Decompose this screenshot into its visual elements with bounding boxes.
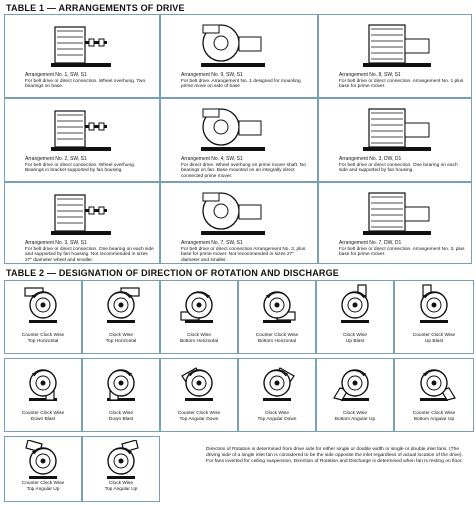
fan-drive-figure: [355, 187, 435, 239]
rotation-label: [5, 411, 81, 423]
fan-drive-figure: [191, 187, 271, 239]
fan-rotation-icon: [254, 362, 300, 402]
rotation-cell: [238, 358, 316, 432]
fan-rotation-icon: [20, 362, 66, 402]
fan-drive-figure: [355, 103, 435, 155]
fan-rotation-icon: [176, 284, 222, 324]
arrangement-cell: [160, 98, 318, 182]
arrangement-title: Arrangement No. 3, SW, S1: [25, 240, 87, 246]
rotation-discharge: Down Blast: [30, 416, 56, 422]
fan-drive-figure: [355, 19, 435, 71]
arrangement-description: For belt drive or direct connection. One bearing on each side and supported by fan housing. Not recommended in sizes 27" diameter wheel and smaller.: [25, 246, 154, 263]
rotation-cell: [160, 358, 238, 432]
rotation-label: [5, 481, 81, 493]
rotation-discharge: Up Blast: [424, 338, 444, 344]
arrangement-title: Arrangement No. 7, DW, D1: [339, 240, 402, 246]
rotation-discharge: Bottom Angular Up: [334, 416, 376, 422]
table2-title: TABLE 2 — DESIGNATION OF DIRECTION OF ROTATION AND DISCHARGE: [6, 268, 339, 278]
fan-rotation-icon: [98, 440, 144, 480]
arrangement-cell: [4, 182, 160, 264]
rotation-label: [317, 333, 393, 345]
rotation-direction: Clock Wise: [343, 411, 367, 416]
arrangement-title: Arrangement No. 9, SW, S1: [181, 72, 243, 78]
arrangement-cell: [318, 14, 472, 98]
fan-rotation-icon: [411, 284, 457, 324]
arrangement-label: [181, 241, 313, 263]
arrangement-title: Arrangement No. 7, SW, S1: [181, 240, 243, 246]
rotation-label: [317, 411, 393, 423]
rotation-direction: Clock Wise: [109, 481, 133, 486]
fan-rotation-icon: [176, 362, 222, 402]
rotation-label: [161, 411, 237, 423]
rotation-direction: Counter Clock Wise: [177, 411, 221, 416]
arrangement-description: For belt drive or direct connection Arrangement No. 3, plus base for prime mover. Not recommended in sizes 27" diameter and smaller.: [181, 246, 306, 263]
fan-rotation-icon: [332, 362, 378, 402]
fan-rotation-icon: [411, 362, 457, 402]
rotation-discharge: Bottom Angular Up: [413, 416, 455, 422]
arrangement-label: [181, 157, 313, 179]
rotation-label: [395, 411, 473, 423]
rotation-cell: [160, 280, 238, 354]
arrangement-description: For belt drive. Arrangement No. 1 designed for mounting prime move on side of base: [181, 78, 301, 90]
fan-drive-figure: [35, 103, 115, 155]
fan-rotation-icon: [20, 440, 66, 480]
arrangement-title: Arrangement No. 1, SW, S1: [25, 72, 87, 78]
arrangement-cell: [160, 182, 318, 264]
arrangement-cell: [318, 98, 472, 182]
fan-rotation-icon: [98, 284, 144, 324]
rotation-cell: [394, 358, 474, 432]
arrangement-description: For belt drive or direct connection. Arrangement No. 3, plus base for prime mover.: [339, 246, 465, 258]
rotation-cell: [394, 280, 474, 354]
rotation-label: [239, 333, 315, 345]
fan-rotation-icon: [20, 284, 66, 324]
rotation-discharge: Top Angular Down: [257, 416, 297, 422]
arrangement-label: [339, 73, 467, 90]
rotation-discharge: Down Blast: [108, 416, 134, 422]
arrangement-label: [25, 241, 155, 263]
arrangement-description: For belt drive or direct connection. Wheel overhung. Two bearings on base.: [25, 78, 146, 90]
arrangement-label: [339, 241, 467, 258]
rotation-direction: Clock Wise: [109, 333, 133, 338]
rotation-direction: Clock Wise: [187, 333, 211, 338]
rotation-cell: [82, 280, 160, 354]
rotation-direction: Clock Wise: [343, 333, 367, 338]
arrangement-title: Arrangement No. 4, SW, S1: [181, 156, 243, 162]
rotation-direction: Clock Wise: [265, 411, 289, 416]
arrangement-label: [339, 157, 467, 174]
rotation-discharge: Top Horizontal: [105, 338, 137, 344]
rotation-cell: [4, 358, 82, 432]
rotation-discharge: Top Angular Up: [104, 486, 138, 492]
arrangement-title: Arrangement No. 8, SW, S1: [339, 72, 401, 78]
arrangement-cell: [318, 182, 472, 264]
fan-drive-figure: [35, 19, 115, 71]
arrangement-cell: [160, 14, 318, 98]
arrangement-description: For belt drive or direct connection. One bearing on each side and supported by fan housing.: [339, 162, 458, 174]
rotation-cell: [4, 436, 82, 502]
arrangement-description: For belt drive or direct connection. Wheel overhung. Bearings in bracket supported by fan housing.: [25, 162, 136, 174]
rotation-cell: [316, 358, 394, 432]
rotation-direction: Counter Clock Wise: [21, 411, 65, 416]
rotation-cell: [82, 358, 160, 432]
arrangement-label: [181, 73, 313, 90]
rotation-label: [239, 411, 315, 423]
rotation-direction: Counter Clock Wise: [21, 481, 65, 486]
arrangement-title: Arrangement No. 2, SW, S1: [25, 156, 87, 162]
arrangement-cell: [4, 14, 160, 98]
rotation-cell: [316, 280, 394, 354]
arrangement-title: Arrangement No. 3, DW, D1: [339, 156, 402, 162]
arrangement-label: [25, 73, 155, 90]
arrangement-description: For direct drive. Wheel overhung on prime mover shaft. No bearings on fan. Base mounted on an integrally direct connected prime mover.: [181, 162, 306, 179]
arrangement-description: For belt drive or direct connection. Arrangement No. 1 plus base for prime mover.: [339, 78, 464, 90]
rotation-discharge: Top Angular Down: [179, 416, 219, 422]
rotation-cell: [238, 280, 316, 354]
rotation-discharge: Up Blast: [345, 338, 365, 344]
rotation-direction: Counter Clock Wise: [21, 333, 65, 338]
rotation-label: [5, 333, 81, 345]
rotation-discharge: Top Angular Up: [26, 486, 60, 492]
rotation-direction: Counter Clock Wise: [412, 411, 456, 416]
rotation-note: Direction of Rotation is determined from drive side for either single or double width or single or double inlet fans. (The driving side of a single inlet fan is considered to be the side opposite the inlet regardless of actual location of the drive). For fans inverted for ceiling suspension, Direction of Rotation and Discharge is determined when fan is resting on floor.: [206, 447, 463, 464]
fan-rotation-icon: [254, 284, 300, 324]
rotation-discharge: Bottom Horizontal: [179, 338, 219, 344]
fan-drive-figure: [35, 187, 115, 239]
fan-drive-figure: [191, 103, 271, 155]
rotation-cell: [4, 280, 82, 354]
rotation-cell: [82, 436, 160, 502]
rotation-discharge: Top Horizontal: [27, 338, 59, 344]
rotation-direction: Counter Clock Wise: [412, 333, 456, 338]
rotation-label: [161, 333, 237, 345]
table1-title: TABLE 1 — ARRANGEMENTS OF DRIVE: [6, 3, 185, 13]
fan-rotation-icon: [98, 362, 144, 402]
fan-rotation-icon: [332, 284, 378, 324]
rotation-direction: Clock Wise: [109, 411, 133, 416]
rotation-label: [83, 411, 159, 423]
fan-drive-figure: [191, 19, 271, 71]
rotation-direction: Counter Clock Wise: [255, 333, 299, 338]
rotation-discharge: Bottom Horizontal: [257, 338, 297, 344]
rotation-label: [83, 333, 159, 345]
rotation-label: [83, 481, 159, 493]
rotation-label: [395, 333, 473, 345]
arrangement-label: [25, 157, 155, 174]
arrangement-cell: [4, 98, 160, 182]
